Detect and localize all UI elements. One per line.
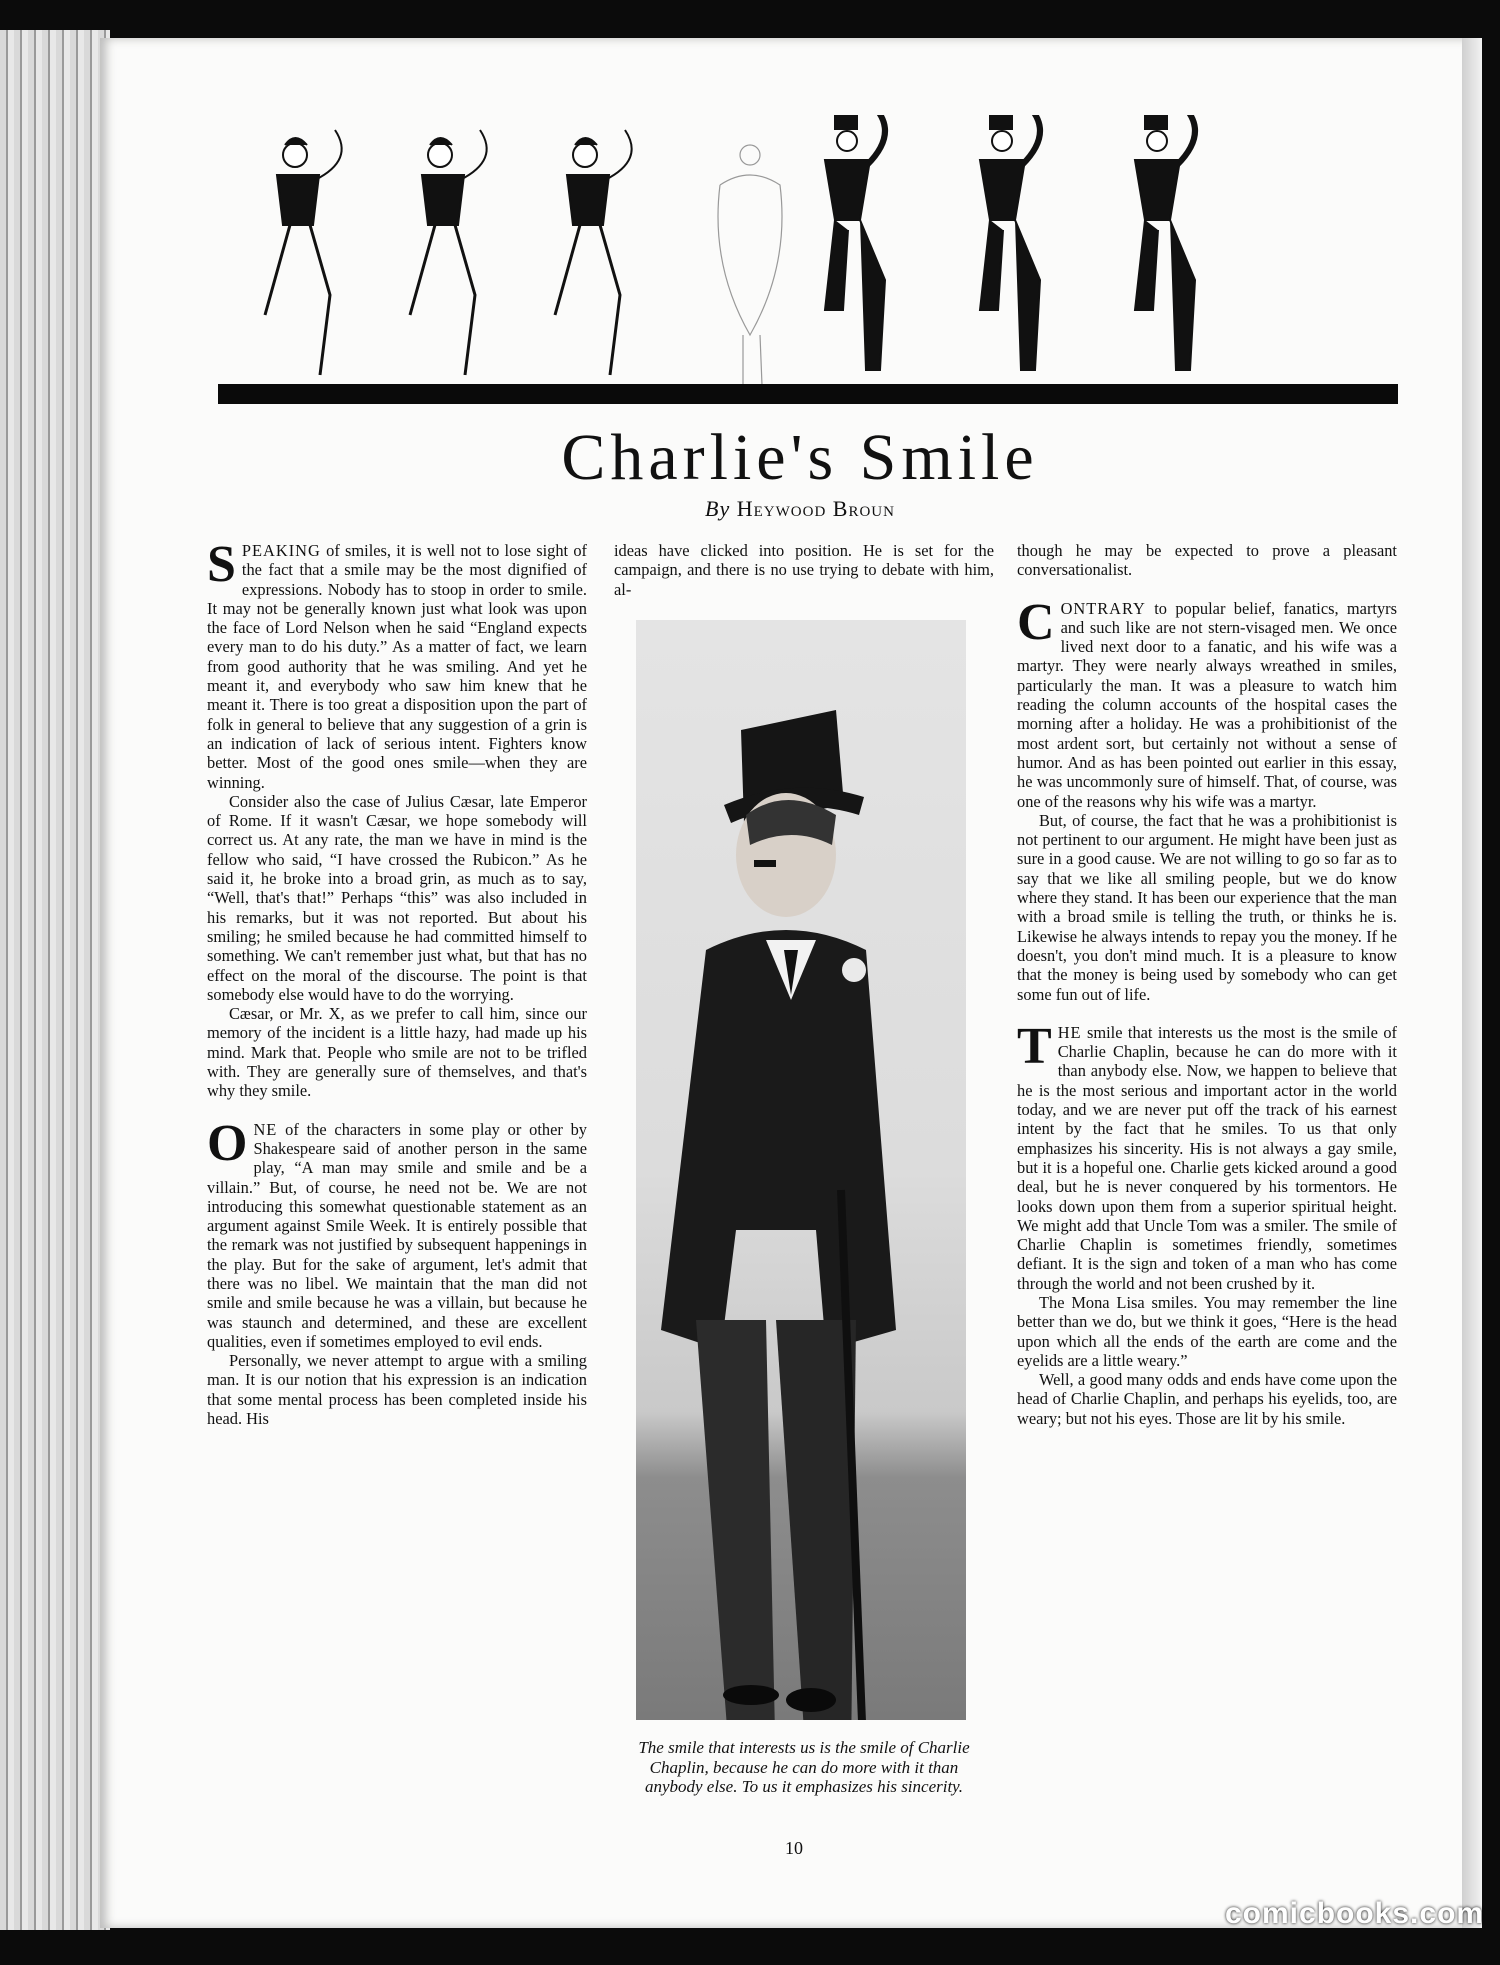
paragraph: The Mona Lisa smiles. You may remember the line better than we do, but we think it goes, “Here is the head upon which all the ends of the earth are come and the eyelids are a little weary.”: [1017, 1292, 1397, 1370]
lead-caps: NE: [253, 1119, 278, 1139]
paragraph: Consider also the case of Julius Cæsar, late Emperor of Rome. If it wasn't Cæsar, we hope somebody will correct us. At any rate, the man we have in mind is the fellow who said, “I have crossed the Rubicon.” As he said it, he broke into a broad grin, as much as to say, “Well, that's that!” Perhaps “this” was also included in his remarks, but it was not reported. But about his smiling; he smiled because he had committed himself to something. We can't remember just what, but that has no effect on the moral of the discourse. The point is that somebody else would have to do the worrying.: [207, 791, 587, 1004]
chorus-girl-1: [265, 130, 342, 375]
chorus-girl-2: [410, 130, 487, 375]
paragraph-text: smile that interests us the most is the smile of Charlie Chaplin, because he can do more with it than anybody else. Now, we happen to believe that he is the most serious and important actor in the world today, and we are never put off the track of his earnest intent by the fact that he smiles. To us that only emphasizes his sincerity. His is not always a gay smile, but it is a hopeful one. Charlie gets kicked around a good deal, but he is never conquered by his tormentors. He looks down upon them from a superior spiritual height. We might add that Uncle Tom was a smiler. The smile of Charlie Chaplin is sometimes friendly, sometimes defiant. It is the sign and token of a man who has come through the world and not been crushed by it.: [1017, 1022, 1397, 1293]
paragraph-text: of the characters in some play or other by Shakespeare said of another person in the same play, “A man may smile and smile and be a villain.” But, of course, he need not be. We are not introducing this somewhat questionable statement as an argument against Smile Week. It is entirely possible that the remark was not justified by subsequent happenings in the play. But for the sake of argument, let's admit that there was no libel. We maintain that the man did not smile and smile because he was a villain, but because he was staunch and determined, and these are excellent qualities, even if sometimes employed to evil ends.: [207, 1119, 587, 1351]
paragraph: Cæsar, or Mr. X, as we prefer to call him, since our memory of the incident is a little hazy, had made up his mind. Mark that. People who smile are not to be trifled with. They are generally sure of themselves, and that's why they smile.: [207, 1004, 587, 1101]
lead-caps: PEAKING: [241, 541, 321, 560]
paragraph: Well, a good many odds and ends have come upon the head of Charlie Chaplin, and perhaps his eyelids, too, are weary; but not his eyes. Those are lit by his smile.: [1017, 1370, 1397, 1428]
lead-caps: ONTRARY: [1060, 598, 1146, 618]
drop-cap: T: [1017, 1017, 1052, 1075]
paragraph: Personally, we never attempt to argue with a smiling man. It is our notion that his expression is an indication that some mental process has been completed inside his head. His: [207, 1351, 587, 1429]
dancers-illustration: [215, 115, 1400, 405]
gentleman-2: [980, 115, 1040, 370]
chorus-girl-3: [555, 130, 632, 375]
drop-cap: S: [207, 536, 236, 593]
binding-edge: [1462, 38, 1482, 1928]
byline-author: Heywood Broun: [736, 496, 895, 521]
column-left: [207, 536, 587, 1429]
center-dancer: [700, 145, 810, 401]
paragraph: [207, 536, 587, 792]
page-number: 10: [785, 1838, 803, 1858]
paragraph: ideas have clicked into position. He is set for the campaign, and there is no use trying to debate with him, al-: [614, 541, 994, 599]
page-edge-stack: [0, 30, 110, 1930]
column-right: [1017, 541, 1397, 1428]
photo-caption: The smile that interests us is the smile of Charlie Chaplin, because he can do more with it than anybody else. To us it emphasizes his sincerity.: [638, 1738, 970, 1796]
paragraph-text: to popular belief, fanatics, martyrs and such like are not stern-visaged men. We once lived next door to a fanatic, and his wife was a martyr. They were nearly always wreathed in smiles, particularly the man. It was a pleasure to watch him reading the column accounts of the hospital cases the morning after a holiday. He was a prohibitionist of the most ardent sort, but certainly not without a sense of humor. And as has been pointed out earlier in this essay, he was uncommonly sure of himself. That, of course, was one of the reasons why his wife was a martyr.: [1017, 598, 1397, 811]
banner-stage-bar: [218, 384, 1398, 404]
site-watermark: comicbooks.com: [1225, 1897, 1485, 1930]
paragraph: [1017, 593, 1397, 811]
paragraph: [1017, 1017, 1397, 1293]
gentleman-1: [825, 115, 885, 370]
lead-caps: HE: [1057, 1022, 1082, 1042]
byline: [540, 496, 1060, 522]
article-title: Charlie's Smile: [561, 421, 1039, 494]
drop-cap: O: [207, 1114, 248, 1172]
paragraph: But, of course, the fact that he was a prohibitionist is not pertinent to our argument. He might have been just as sure in a good cause. We are not willing to go so far as to say that we like all smiling people, but we do know where they stand. It has been our experience that the man with a broad smile is telling the truth, or thinks he is. Likewise he always intends to repay you the money. If he doesn't, you don't mind much. It is a pleasure to know that the money is being used by somebody who can get some fun out of life.: [1017, 810, 1397, 1004]
chaplin-photo: [636, 620, 966, 1720]
paragraph: [207, 1114, 587, 1352]
column-middle: [614, 541, 994, 599]
paragraph: though he may be expected to prove a pleasant conversationalist.: [1017, 541, 1397, 580]
drop-cap: C: [1017, 593, 1055, 651]
gentleman-3: [1135, 115, 1195, 370]
byline-by: By: [705, 496, 731, 521]
paragraph-text: of smiles, it is well not to lose sight of the fact that a smile may be the most dignified of expressions. Nobody has to stoop in order to smile. It may not be generally known just what look was upon the face of Lord Nelson when he said “England expects every man to do his duty.” As a matter of fact, we learn from good authority that he was smiling. And yet he meant it, and everybody who saw him knew that he meant it. There is too great a disposition upon the part of folk in general to believe that any suggestion of a grin is an indication of lack of serious intent. Fighters know better. Most of the good ones smile—when they are winning.: [207, 541, 587, 792]
